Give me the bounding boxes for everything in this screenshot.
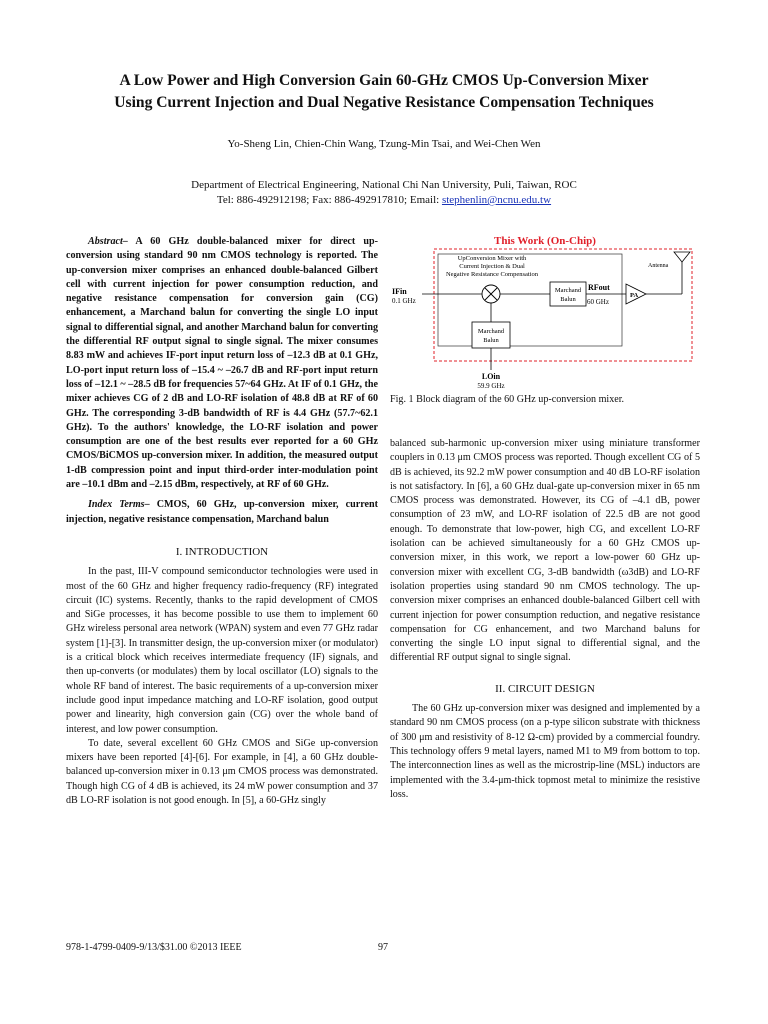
page-number: 97 (378, 942, 388, 953)
antenna-label: Antenna (648, 263, 669, 269)
paper-title (40, 70, 728, 114)
right-column (390, 437, 700, 802)
copyright-footer: 978-1-4799-0409-9/13/$31.00 ©2013 IEEE (66, 942, 242, 953)
affiliation-block (40, 178, 728, 208)
lo-balun-label-2: Balun (483, 337, 499, 344)
abstract (66, 235, 378, 492)
figure-caption: Fig. 1 Block diagram of the 60 GHz up-conversion mixer. (390, 394, 625, 405)
intro-paragraph-2: To date, several excellent 60 GHz CMOS and SiGe up-conversion mixers have been reported [4]-[6]. For example, in [4], a 60 GHz double-balanced up-conversion mixer in 0.13 μm CMOS process was demonstrated. Though high CG of 4 dB is achieved, its 24 mW power consumption and 37 dB LO-RF isolation is not good enough. In [5], a 60-GHz singly (66, 737, 378, 806)
output-balun-label-2: Balun (560, 296, 576, 303)
mixer-box-title-1: UpConversion Mixer with (457, 255, 527, 262)
lo-frequency: 59.9 GHz (477, 382, 505, 390)
left-column (66, 235, 378, 808)
title-line-1: A Low Power and High Conversion Gain 60-GHz CMOS Up-Conversion Mixer (119, 72, 649, 89)
lo-balun-box (472, 322, 510, 348)
intro-paragraph-1: In the past, III-V compound semiconductor technologies were used in most of the 60 GHz and higher frequency radio-frequency (RF) integrated circuit (IC) systems. Recently, thanks to the rapid development of CMOS and SiGe processes, it has become possible to use them to implement 60 GHz wireless personal area network (WPAN) system and even 77 GHz radar system [1]-[3]. In transmitter design, the up-conversion mixer (or modulator) is a critical block which receives intermediate frequency (IF) signals, and then up-converts (or modulates) them by local oscillator (LO) signals to the whole RF band of interest. The basic requirements of a up-conversion mixer include good input impedance matching and LO-RF isolation, good output power and linearity, high conversion gain (CG) over the whole band of interest, and low power consumption. (66, 566, 378, 735)
author-list: Yo-Sheng Lin, Chien-Chin Wang, Tzung-Min Tsai, and Wei-Chen Wen (227, 138, 541, 150)
if-frequency: 0.1 GHz (392, 297, 416, 305)
lo-label: LOin (481, 372, 501, 381)
antenna-icon (674, 252, 690, 262)
section-heading-introduction: I. INTRODUCTION (175, 545, 269, 558)
rf-frequency: 60 GHz (587, 298, 609, 306)
title-line-2: Using Current Injection and Dual Negative Resistance Compensation Techniques (114, 94, 654, 111)
index-terms-body: CMOS, 60 GHz, up-conversion mixer, current injection, negative resistance compensation, Marchand balun (66, 499, 378, 525)
output-balun-label-1: Marchand (554, 287, 582, 294)
index-terms (66, 498, 378, 527)
rf-label: RFout (588, 283, 610, 292)
mixer-box-title-3: Negative Resistance Compensation (445, 271, 539, 278)
mixer-box-title-2: Current Injection & Dual (459, 263, 525, 270)
abstract-lead: Abstract– (88, 236, 128, 247)
contact-text: Tel: 886-492912198; Fax: 886-492917810; Email: (216, 194, 442, 206)
if-label: IFin (392, 287, 407, 296)
email-link[interactable]: stephenlin@ncnu.edu.tw (441, 194, 552, 206)
intro-paragraph-2-continued: balanced sub-harmonic up-conversion mixer using miniature transformer couplers in 0.13 μm CMOS process was reported. Though excellent CG of 5 dB is achieved, its 92.2 mW power consumption and 40 dB LO-RF isolation is not satisfactory. In [6], a 60 GHz dual-gate up-conversion mixer in 65 nm CMOS process was demonstrated. However, its CG of –4.1 dB, power consumption of 23 mW, and LO-RF isolation of 22.5 dB are not good enough. To demonstrate that low-power, high CG, and excellent LO-RF isolation can be achieved simultaneously for a 60 GHz CMOS up-conversion mixer, in this work, we report a low-power 60 GHz up-conversion mixer with excellent CG, 3-dB bandwidth (ω3dB) and LO-RF isolation properties using standard 90 nm CMOS technology. The up-conversion mixer comprises an enhanced double-balanced Gilbert cell with current injection for power consumption reduction, and negative resistance compensation for CG enhancement, and two Marchand baluns for converting the single LO input signal to differential signal, and the differential RF output signal to single signal. (390, 438, 700, 664)
lo-balun-label-1: Marchand (477, 328, 505, 335)
block-diagram-figure (390, 232, 700, 402)
contact-line (40, 193, 728, 208)
abstract-body: A 60 GHz double-balanced mixer for direct up-conversion using standard 90 nm CMOS technology is reported. The up-conversion mixer comprises an enhanced double-balanced Gilbert cell with current injection for power consumption reduction, and negative resistance compensation for conversion gain (CG) enhancement, a Marchand balun for converting the single LO input signal to differential signal, and another Marchand balun for converting the differential RF output signal to single signal. The mixer consumes 8.83 mW and achieves IF-port input return loss of –12.3 dB at 0.1 GHz, LO-port input return loss of –15.4 ~ –26.7 dB and RF-port input return loss of –12.1 ~ –28.5 dB for frequencies 57~64 GHz. At IF of 0.1 GHz, the mixer achieves CG of 2 dB and LO-RF isolation of 48.8 dB at RF of 60 GHz. The corresponding 3-dB bandwidth of RF is 4.4 GHz (57.7~62.1 GHz). To the authors' knowledge, the LO-RF isolation and power consumption are one of the best results ever reported for a 60 GHz CMOS/BiCMOS up-conversion mixer. In addition, the measured output 1-dB compression point and input third-order inter-modulation point are –10.1 dBm and –2.15 dBm, respectively, at RF of 60 GHz. (66, 236, 378, 491)
index-terms-lead: Index Terms– (88, 499, 150, 511)
section-heading-circuit-design: II. CIRCUIT DESIGN (495, 682, 595, 695)
pa-label: PA (630, 292, 639, 299)
block-diagram-svg (390, 232, 700, 402)
affiliation: Department of Electrical Engineering, National Chi Nan University, Puli, Taiwan, ROC (191, 179, 577, 191)
design-paragraph-1: The 60 GHz up-conversion mixer was designed and implemented by a standard 90 nm CMOS process (on a p-type silicon substrate with thickness of 300 μm and resistivity of 8-12 Ω-cm) provided by a commercial foundry. This technology offers 9 metal layers, named M1 to M9 from bottom to top. The interconnection lines as well as the microstrip-line (MSL) inductors are implemented with the 3.4-μm-thick topmost metal to minimize the resistive loss. (390, 703, 700, 800)
figure-heading: This Work (On-Chip) (494, 235, 596, 247)
